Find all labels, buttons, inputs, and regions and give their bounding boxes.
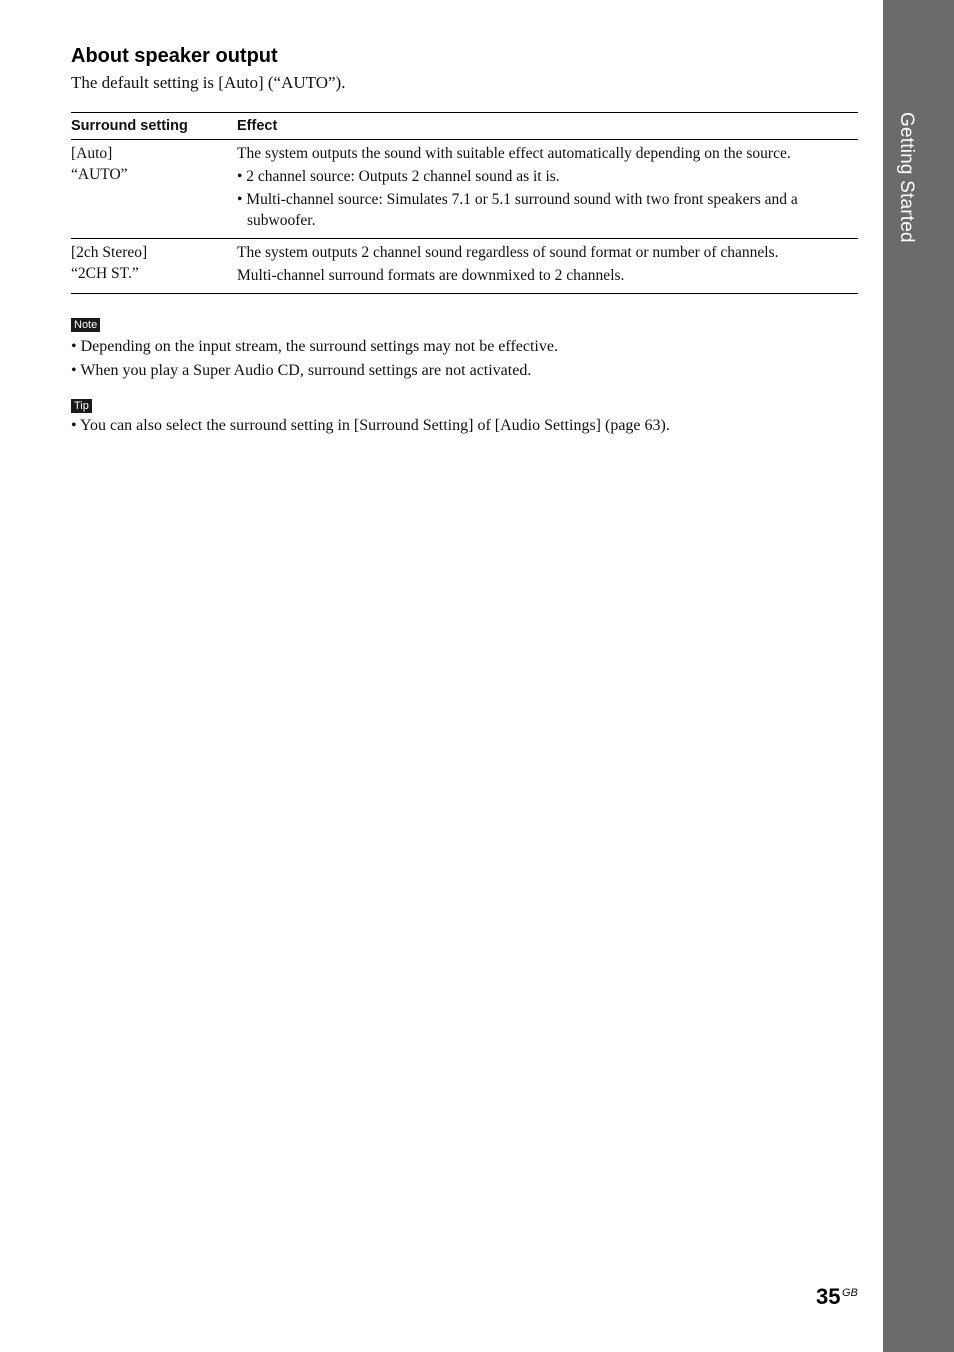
surround-settings-table	[71, 112, 858, 294]
table-header-row	[71, 113, 858, 140]
side-tab-label: Getting Started	[896, 112, 917, 243]
header-surround-setting: Surround setting	[71, 113, 237, 140]
table-row	[71, 140, 858, 239]
effect-cell	[237, 239, 858, 294]
setting-display: “AUTO”	[71, 166, 128, 183]
section-title: About speaker output	[71, 45, 278, 67]
setting-name: [2ch Stereo]	[71, 244, 148, 261]
list-item: • When you play a Super Audio CD, surround settings are not activated.	[71, 362, 532, 379]
side-tab	[883, 0, 954, 1352]
page-number: 35	[816, 1284, 841, 1309]
note-badge: Note	[71, 318, 100, 332]
table-row	[71, 239, 858, 294]
effect-bullet: • Multi-channel source: Simulates 7.1 or 5.1 surround sound with two front speakers and a subwoofer.	[237, 191, 798, 229]
effect-text: The system outputs 2 channel sound regardless of sound format or number of channels.	[237, 244, 779, 261]
setting-cell	[71, 140, 237, 239]
header-effect: Effect	[237, 113, 858, 140]
default-setting-text: The default setting is [Auto] (“AUTO”).	[71, 73, 346, 92]
setting-name: [Auto]	[71, 145, 113, 162]
list-item: • Depending on the input stream, the surround settings may not be effective.	[71, 338, 558, 355]
tip-badge: Tip	[71, 399, 92, 413]
list-item: • You can also select the surround setting in [Surround Setting] of [Audio Settings] (page 63).	[71, 417, 670, 434]
effect-text: Multi-channel surround formats are downmixed to 2 channels.	[237, 267, 625, 284]
tip-list	[71, 414, 670, 438]
setting-display: “2CH ST.”	[71, 265, 139, 282]
page-suffix: GB	[842, 1287, 858, 1299]
setting-cell	[71, 239, 237, 294]
note-list	[71, 335, 558, 383]
effect-bullet: • 2 channel source: Outputs 2 channel sound as it is.	[237, 168, 560, 185]
effect-cell	[237, 140, 858, 239]
effect-text: The system outputs the sound with suitable effect automatically depending on the source.	[237, 145, 791, 162]
